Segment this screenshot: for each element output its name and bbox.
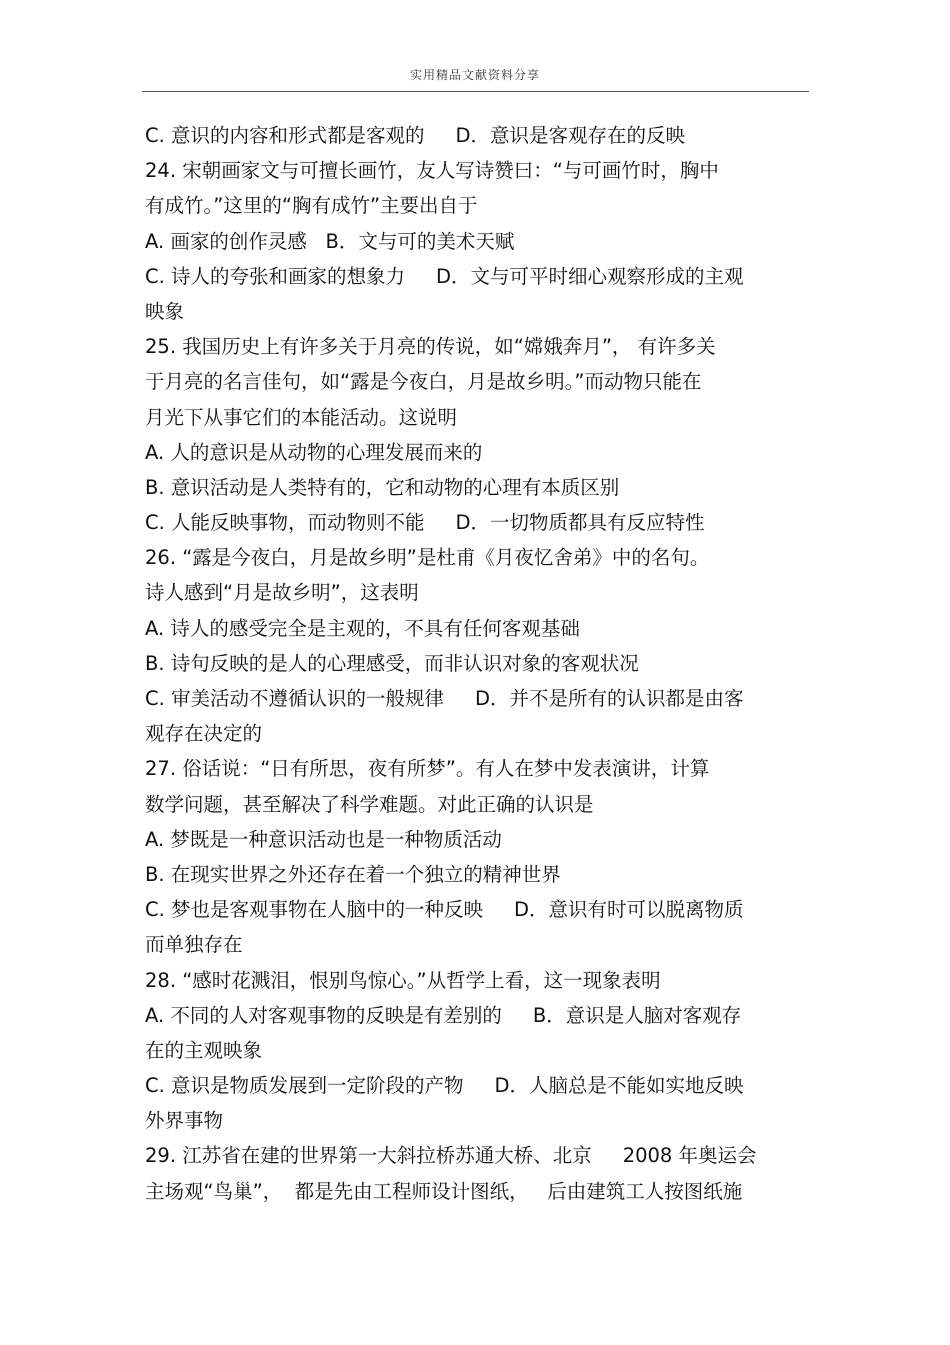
text-line: A. 诗人的感受完全是主观的，不具有任何客观基础 xyxy=(145,616,580,640)
text-line: 外界事物 xyxy=(145,1109,224,1133)
page-header: 实用精品文献资料分享 xyxy=(409,68,540,82)
text-line: C. 意识是物质发展到一定阶段的产物 D．人脑总是不能如实地反映 xyxy=(145,1074,744,1098)
text-line: C. 梦也是客观事物在人脑中的一种反映 D．意识有时可以脱离物质 xyxy=(145,898,744,922)
document-body xyxy=(145,118,810,1209)
text-line: C. 审美活动不遵循认识的一般规律 D．并不是所有的认识都是由客 xyxy=(145,687,744,710)
text-line: 而单独存在 xyxy=(145,933,243,957)
header-divider xyxy=(142,91,809,92)
text-line: A. 梦既是一种意识活动也是一种物质活动 xyxy=(145,827,502,851)
text-line: 于月亮的名言佳句，如“露是今夜白，月是故乡明。”而动物只能在 xyxy=(145,370,702,394)
text-line: 观存在决定的 xyxy=(145,722,263,746)
text-line: 月光下从事它们的本能活动。这说明 xyxy=(145,405,458,429)
text-line: 27. 俗话说：“日有所思，夜有所梦”。有人在梦中发表演讲，计算 xyxy=(145,757,710,781)
text-line: C. 诗人的夸张和画家的想象力 D．文与可平时细心观察形成的主观 xyxy=(145,264,744,288)
text-line: B. 诗句反映的是人的心理感受，而非认识对象的客观状况 xyxy=(145,651,639,675)
text-line: 映象 xyxy=(145,299,185,323)
text-line: 24. 宋朝画家文与可擅长画竹，友人写诗赞曰：“与可画竹时，胸中 xyxy=(145,159,719,183)
text-line: C. 意识的内容和形式都是客观的 D．意识是客观存在的反映 xyxy=(145,124,686,147)
text-line: 25. 我国历史上有许多关于月亮的传说，如“嫦娥奔月”， 有许多关 xyxy=(145,335,716,359)
text-line: 29. 江苏省在建的世界第一大斜拉桥苏通大桥、北京 2008 年奥运会 xyxy=(145,1144,757,1168)
text-line: A. 不同的人对客观事物的反映是有差别的 B．意识是人脑对客观存 xyxy=(145,1003,742,1027)
text-line: 26. “露是今夜白，月是故乡明”是杜甫《月夜忆舍弟》中的名句。 xyxy=(145,546,710,570)
text-line: C. 人能反映事物，而动物则不能 D．一切物质都具有反应特性 xyxy=(145,511,705,535)
text-line: 有成竹。”这里的“胸有成竹”主要出自于 xyxy=(145,194,478,218)
text-line: B. 在现实世界之外还存在着一个独立的精神世界 xyxy=(145,862,561,886)
text-line: 主场观“鸟巢”， 都是先由工程师设计图纸， 后由建筑工人按图纸施 xyxy=(145,1179,743,1203)
text-line: 在的主观映象 xyxy=(145,1038,263,1062)
text-line: 诗人感到“月是故乡明”，这表明 xyxy=(145,581,419,605)
text-line: 数学问题，甚至解决了科学难题。对此正确的认识是 xyxy=(145,792,594,816)
text-line: A. 人的意识是从动物的心理发展而来的 xyxy=(145,440,483,464)
text-line: A. 画家的创作灵感 B．文与可的美术天赋 xyxy=(145,229,515,253)
text-line: 28. “感时花溅泪，恨别鸟惊心。”从哲学上看，这一现象表明 xyxy=(145,968,661,992)
text-line: B. 意识活动是人类特有的，它和动物的心理有本质区别 xyxy=(145,475,620,499)
